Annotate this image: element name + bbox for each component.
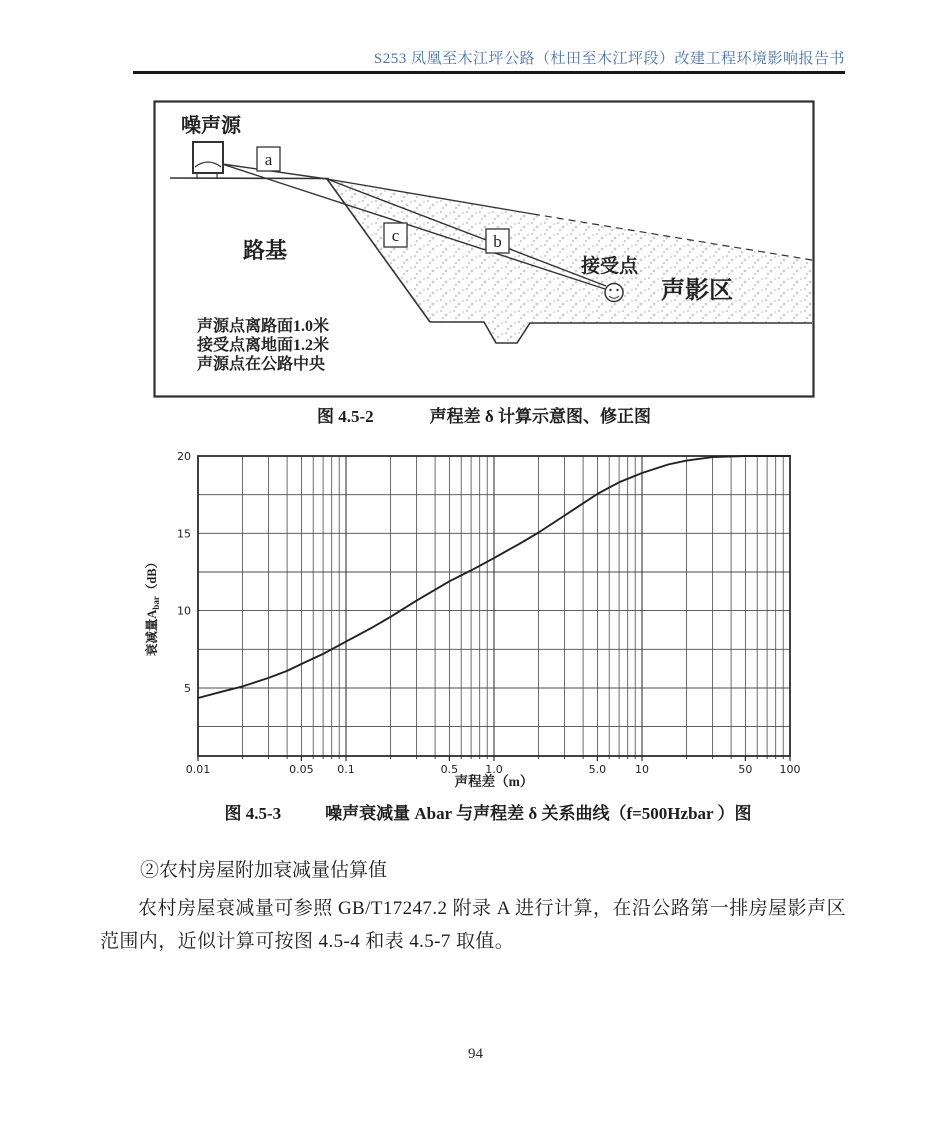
svg-text:c: c bbox=[391, 226, 400, 245]
svg-text:100: 100 bbox=[779, 763, 801, 776]
chart-y-axis-label bbox=[144, 556, 161, 656]
figure-453-caption-number: 图 4.5-3 bbox=[224, 804, 282, 823]
header-title: S253 凤凰至木江坪公路（杜田至木江坪段）改建工程环境影响报告书 bbox=[373, 51, 845, 67]
figure-452-caption-number: 图 4.5-2 bbox=[317, 407, 374, 426]
chart-plot-area bbox=[177, 450, 801, 789]
roadbed-label: 路基 bbox=[243, 238, 288, 263]
sound-shadow-zone-area bbox=[327, 179, 812, 343]
figure-452-diagram bbox=[153, 100, 815, 398]
receiver-smiley-icon bbox=[605, 284, 623, 302]
receiver-label: 接受点 bbox=[581, 256, 639, 277]
svg-text:0.05: 0.05 bbox=[289, 763, 314, 776]
svg-text:5: 5 bbox=[184, 682, 191, 695]
svg-text:a: a bbox=[264, 150, 273, 169]
road-surface-line bbox=[170, 178, 329, 179]
figure-453-caption-text: 噪声衰减量 Abar 与声程差 δ 关系曲线（f=500Hzbar ）图 bbox=[325, 804, 752, 823]
figure-453-caption bbox=[114, 799, 862, 824]
svg-text:50: 50 bbox=[738, 763, 753, 776]
ray-a-label bbox=[257, 147, 280, 171]
noise-source-label: 噪声源 bbox=[181, 115, 241, 137]
svg-text:15: 15 bbox=[177, 527, 191, 541]
ray-b-label bbox=[486, 229, 509, 253]
header-rule bbox=[133, 71, 845, 74]
svg-text:1.0: 1.0 bbox=[485, 763, 503, 776]
figure-453-chart bbox=[140, 445, 830, 790]
svg-text:b: b bbox=[493, 232, 502, 251]
svg-text:5.0: 5.0 bbox=[588, 763, 607, 776]
page-number: 94 bbox=[468, 1046, 483, 1062]
figure-452-caption-text: 声程差 δ 计算示意图、修正图 bbox=[429, 407, 651, 426]
figure-452-caption bbox=[153, 402, 815, 427]
svg-text:0.5: 0.5 bbox=[440, 763, 459, 776]
body-paragraph: 农村房屋衰减量可参照 GB/T17247.2 附录 A 进行计算，在沿公路第一排房屋影声区范围内，近似计算可按图 4.5-4 和表 4.5-7 取值。 bbox=[100, 898, 846, 952]
speaker-icon bbox=[193, 142, 223, 179]
diagram-note-line: 声源点离路面1.0米 bbox=[197, 318, 330, 335]
svg-text:20: 20 bbox=[177, 450, 191, 463]
svg-text:声程差（m）: 声程差（m） bbox=[454, 774, 534, 789]
svg-text:衰减量Abar（dB）: 衰减量$A_{bar}(dB)$ bbox=[145, 555, 161, 657]
diagram-note-line: 接受点离地面1.2米 bbox=[197, 337, 330, 354]
diagram-note-line: 声源点在公路中央 bbox=[197, 356, 326, 373]
ray-c-label bbox=[384, 223, 407, 247]
svg-text:10: 10 bbox=[635, 763, 649, 776]
body-item-heading: ②农村房屋附加衰减量估算值 bbox=[140, 860, 388, 881]
svg-text:10: 10 bbox=[177, 604, 191, 618]
body-text-block bbox=[100, 856, 846, 958]
svg-text:0.01: 0.01 bbox=[185, 763, 211, 776]
shadow-zone-label: 声影区 bbox=[661, 278, 733, 304]
svg-text:0.1: 0.1 bbox=[337, 763, 355, 776]
